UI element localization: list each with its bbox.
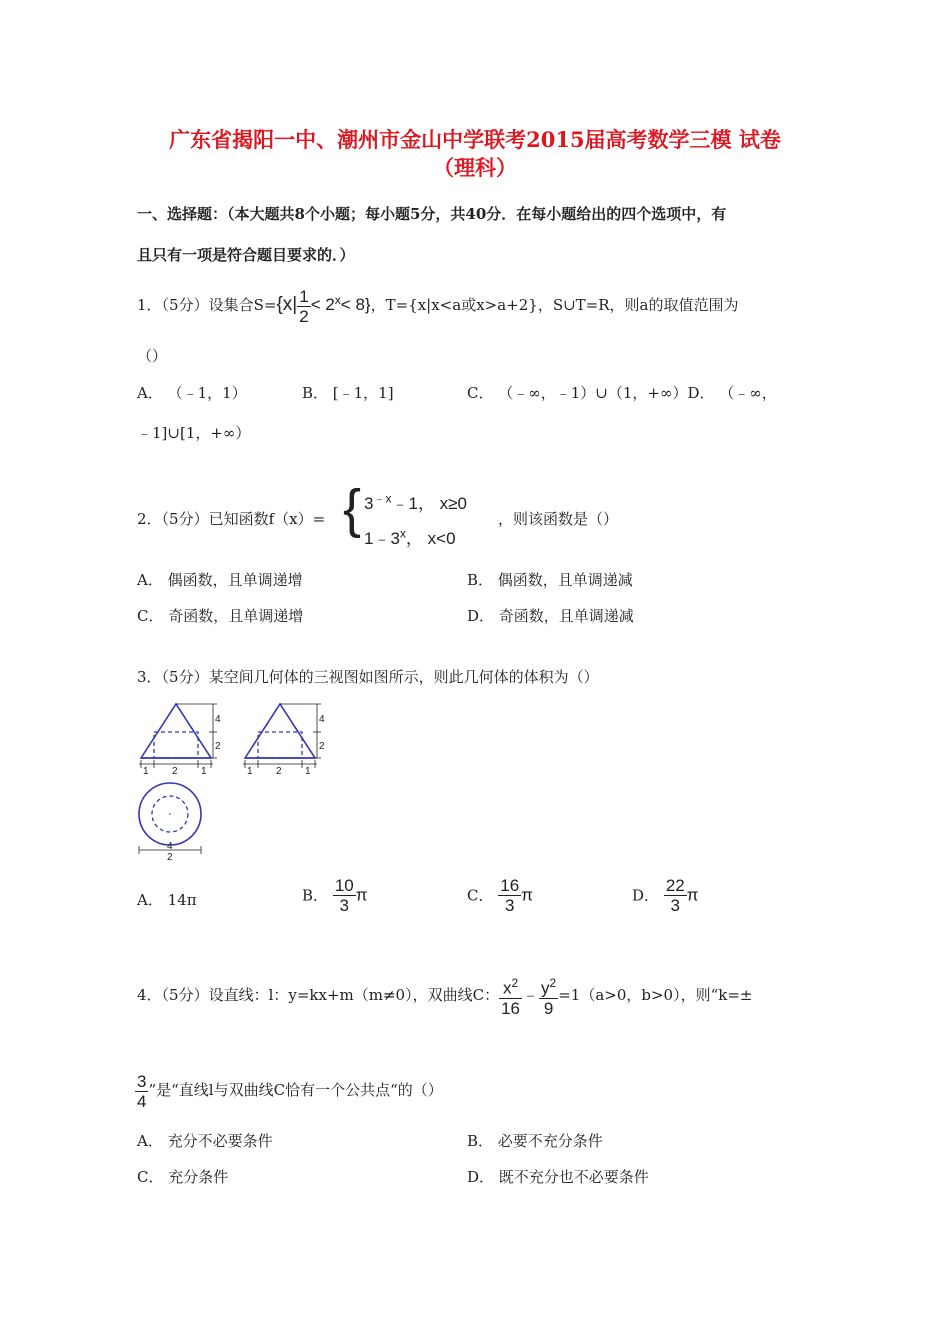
q3-option-a: A． 14π <box>137 891 197 909</box>
q3-b-num: 10 <box>334 876 354 895</box>
q4-f1-num: x <box>502 978 512 998</box>
q4-f2-exp: 2 <box>549 976 557 991</box>
q2-case1-base: 3 <box>364 494 374 513</box>
q1-option-b: B． [﹣1，1] <box>302 384 394 402</box>
q4-minus: ﹣ <box>522 985 540 1004</box>
q4-prefix: 4．（5分）设直线：l：y=kx+m（m≠0），双曲线C： <box>137 986 500 1004</box>
q4-option-c: C． 充分条件 <box>137 1168 229 1186</box>
q4-option-a: A． 充分不必要条件 <box>137 1132 273 1150</box>
q1-ineq-tail: < 8} <box>340 295 371 314</box>
q1-ineq: < 2 <box>310 295 335 314</box>
q4-frac-3-4 <box>135 1072 148 1111</box>
q4-frac-x <box>499 974 522 1018</box>
q2-option-d: D． 奇函数，且单调递减 <box>467 607 634 625</box>
q3-text: 3．（5分）某空间几何体的三视图如图所示，则此几何体的体积为（） <box>137 668 599 686</box>
q3-c-num: 16 <box>500 876 520 895</box>
q1-option-c-d: C． （﹣∞，﹣1）∪（1，+∞）D． （﹣∞， <box>467 384 777 402</box>
q3-option-b-prefix: B． <box>302 886 329 905</box>
side-w2: 2 <box>276 766 282 777</box>
q4-option-d: D． 既不充分也不必要条件 <box>467 1168 649 1186</box>
section-heading-line1: 一、选择题：（本大题共8个小题；每小题5分，共40分．在每小题给出的四个选项中，有 <box>137 205 727 223</box>
top-view <box>139 783 201 860</box>
q3-c-pi: π <box>521 885 533 905</box>
top-w2-label: 2 <box>167 852 173 860</box>
q4-f3-den: 4 <box>137 1091 147 1111</box>
three-view-figure <box>135 700 335 860</box>
q1-prefix: 1．（5分）设集合S= <box>137 296 277 314</box>
paper-title-line1: 广东省揭阳一中、潮州市金山中学联考2015届高考数学三模 试卷 <box>169 127 781 152</box>
q1-paren: （） <box>137 347 168 365</box>
q2-case2-base: 1﹣3 <box>364 529 400 548</box>
q1-frac-den: 2 <box>299 306 309 326</box>
q4-f1-exp: 2 <box>511 976 519 991</box>
q3-b-den: 3 <box>339 896 349 915</box>
q2-option-a: A． 偶函数，且单调递增 <box>137 571 303 589</box>
q3-option-b-frac <box>333 876 356 915</box>
q1-option-d-cont: ﹣1]∪[1，+∞） <box>137 424 251 442</box>
q3-d-pi: π <box>686 885 699 905</box>
side-view <box>243 704 325 777</box>
q2-case1 <box>364 489 467 514</box>
q4-frac-y <box>539 974 558 1018</box>
q2-option-b: B． 偶函数，且单调递减 <box>467 571 633 589</box>
q4-suffix: =1（a>0，b>0），则“k=± <box>558 986 753 1004</box>
q1-set-open: {x| <box>276 294 298 315</box>
q3-c-den: 3 <box>504 896 515 915</box>
side-w1-left: 1 <box>247 766 253 777</box>
q4-f2-num: y <box>541 978 550 998</box>
q3-option-c-prefix: C． <box>467 886 494 905</box>
side-h4-label: 4 <box>319 714 325 725</box>
front-view <box>139 704 221 777</box>
q1-option-a: A． （﹣1，1） <box>137 384 247 402</box>
q3-b-pi: π <box>355 885 368 905</box>
front-w1-left: 1 <box>143 766 149 777</box>
question-4 <box>137 973 752 1018</box>
front-h4-label: 4 <box>215 714 221 725</box>
front-w1-right: 1 <box>201 766 207 777</box>
q3-option-d <box>632 876 698 915</box>
q2-case2 <box>364 524 456 549</box>
q1-exp: x <box>334 293 341 307</box>
q3-option-d-frac <box>664 876 687 915</box>
q3-option-b <box>302 876 367 915</box>
q2-case1-tail: ﹣1， x≥0 <box>391 494 467 513</box>
q3-d-den: 3 <box>670 896 680 915</box>
q4-line2 <box>135 1070 443 1111</box>
front-h2-label: 2 <box>215 741 221 752</box>
q4-line2-text: ”是“直线l与双曲线C恰有一个公共点“的（） <box>148 1081 443 1099</box>
side-h2-label: 2 <box>319 741 325 752</box>
q3-option-d-prefix: D． <box>632 886 660 905</box>
section-heading-line2: 且只有一项是符合题目要求的．） <box>137 246 355 264</box>
question-1 <box>137 280 738 326</box>
q3-d-num: 22 <box>665 876 685 895</box>
top-w4-label: 4 <box>167 841 173 852</box>
q4-f2-den: 9 <box>543 998 554 1018</box>
front-w2: 2 <box>172 766 178 777</box>
q4-f3-num: 3 <box>137 1071 147 1091</box>
q2-case2-exp: x <box>399 526 406 541</box>
side-w1-right: 1 <box>305 766 311 777</box>
q4-option-b: B． 必要不充分条件 <box>467 1132 603 1150</box>
q2-case2-tail: ， x<0 <box>405 529 456 548</box>
q3-option-c-frac <box>498 876 521 915</box>
q2-case1-exp: ﹣x <box>373 491 392 506</box>
q2-brace: { <box>343 479 362 539</box>
q1-fraction <box>297 287 310 326</box>
q2-prefix: 2．（5分）已知函数f（x）= <box>137 510 326 528</box>
q1-frac-num: 1 <box>299 286 309 306</box>
q3-option-c <box>467 876 533 915</box>
q1-suffix: ，T={x|x<a或x>a+2}，S∪T=R，则a的取值范围为 <box>370 296 739 314</box>
q2-suffix: ，则该函数是（） <box>498 510 619 528</box>
q4-f1-den: 16 <box>501 998 521 1018</box>
paper-title-line2: （理科） <box>433 155 517 180</box>
q2-option-c: C． 奇函数，且单调递增 <box>137 607 304 625</box>
